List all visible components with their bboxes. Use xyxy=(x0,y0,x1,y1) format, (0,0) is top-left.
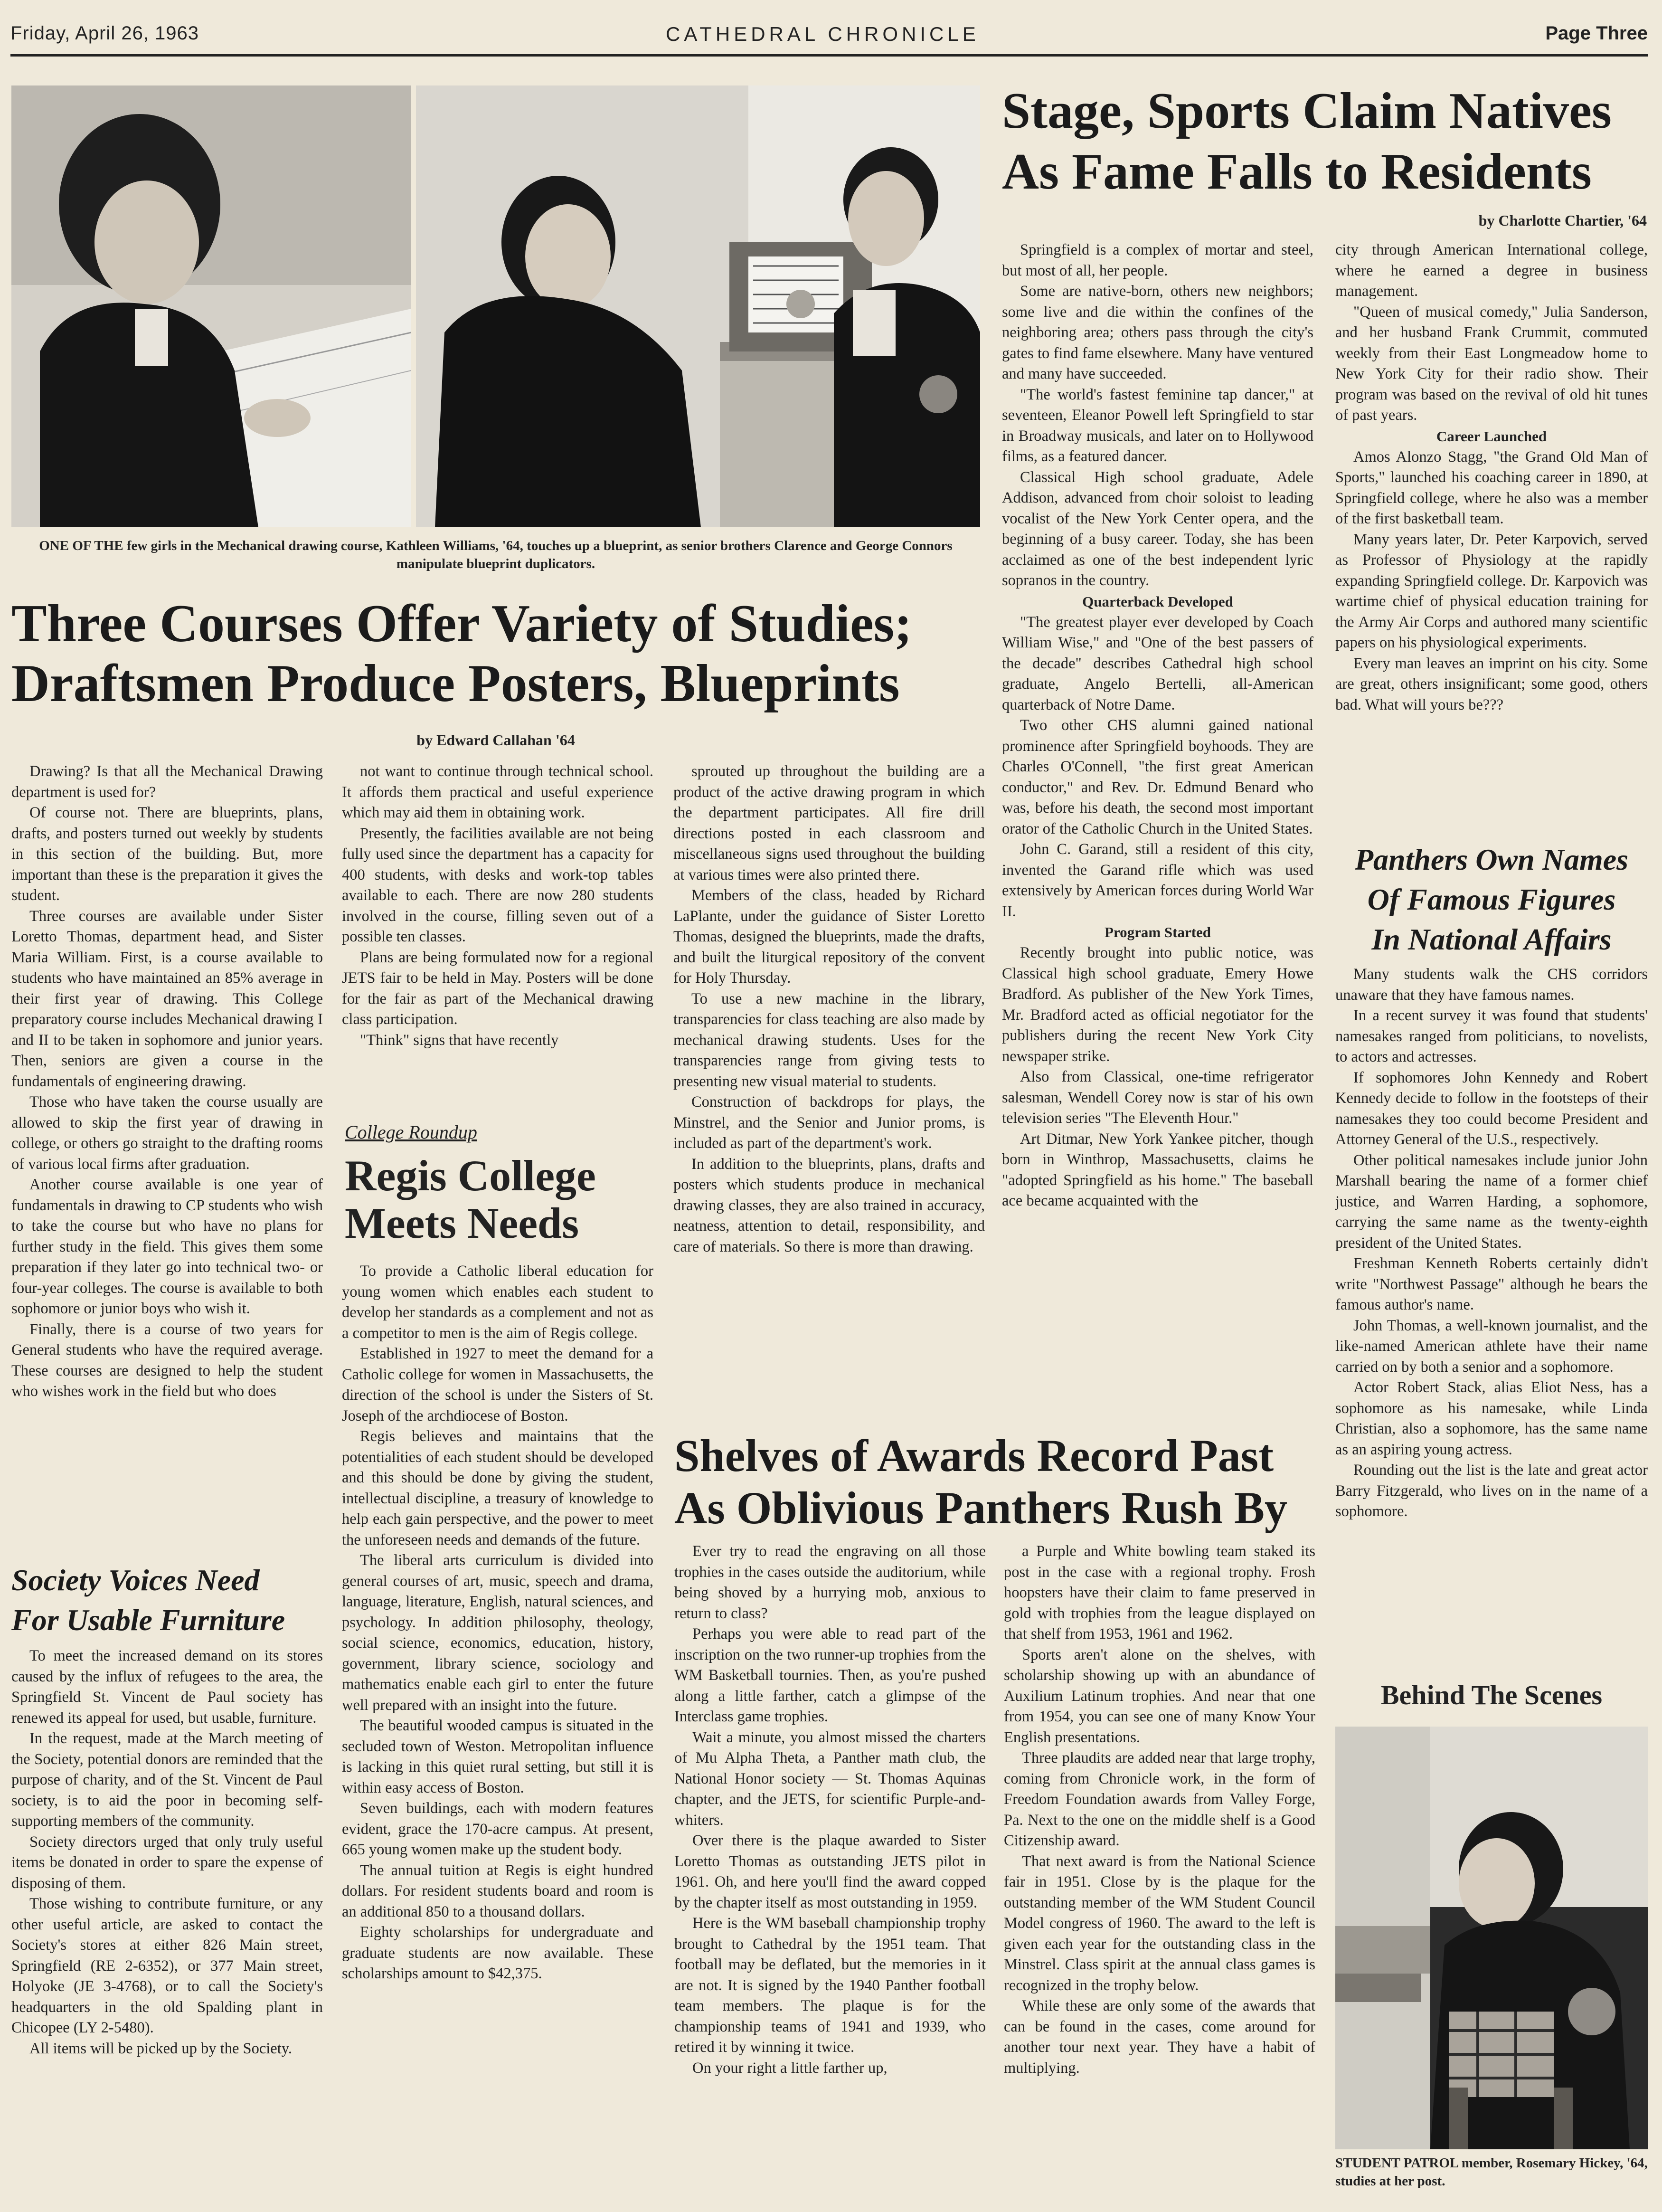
courses-column-3 xyxy=(673,761,985,1257)
paragraph: While these are only some of the awards that can be found in the cases, come around for another tour next year. They have a habit of multiplying. xyxy=(1004,1997,1315,2077)
paragraph: Many students walk the CHS corridors unaware that they have famous names. xyxy=(1335,966,1648,1004)
panthers-names-headline xyxy=(1335,840,1648,959)
paragraph: city through American International college, where he earned a degree in business management. xyxy=(1335,241,1648,300)
paragraph: Three plaudits are added near that large trophy, coming from Chronicle work, in the form of Freedom Foundation awards from Valley Forge, Pa. Next to the one on the middle shelf is a Good Citizenship award. xyxy=(1004,1749,1315,1849)
paragraph: Presently, the facilities available are not being fully used since the department has a capacity for 400 students, with desks and work-top tables available to each. There are now 280 students involved in the course, filling seven out of a possible ten classes. xyxy=(342,825,653,945)
natives-headline-line1: Stage, Sports Claim Natives xyxy=(1002,83,1612,139)
paragraph: Three courses are available under Sister Loretto Thomas, department head, and Sister Maria William. First, is a course available to students who have maintained an 85% average in their first year of drawing. This College preparatory course includes Mechanical drawing I and II to be taken in sophomore and junior years. Then, seniors are given a course in the fundamentals of engineering drawing. xyxy=(11,907,323,1090)
society-headline-line2: For Usable Furniture xyxy=(11,1603,285,1637)
paragraph: Drawing? Is that all the Mechanical Drawing department is used for? xyxy=(11,763,323,801)
newspaper-title: CATHEDRAL CHRONICLE xyxy=(666,23,980,45)
courses-column-2 xyxy=(342,761,653,1051)
paragraph: Amos Alonzo Stagg, "the Grand Old Man of Sports," launched his coaching career in 1890, at Springfield college, where he also was a member of the first basketball team. xyxy=(1335,448,1648,527)
paragraph: Finally, there is a course of two years for General students who have the required average. These courses are designed to help the student who wishes work in the field but who does xyxy=(11,1320,323,1400)
natives-byline: by Charlotte Chartier, '64 xyxy=(1478,212,1647,229)
paragraph: In a recent survey it was found that students' namesakes ranged from politicians, to novelists, to actors and actresses. xyxy=(1335,1007,1648,1065)
paragraph: "Think" signs that have recently xyxy=(360,1031,559,1049)
paragraph: Regis believes and maintains that the potentialities of each student should be developed and this should be done by giving the student, intellectual discipline, a treasury of knowledge to help each gain perspective, and the power to meet the unforeseen needs and demands of the future. xyxy=(342,1428,653,1548)
paragraph: Eighty scholarships for undergraduate and graduate students are now available. These scholarships amount to $42,375. xyxy=(342,1924,653,1982)
regis-headline-line1: Regis College xyxy=(345,1151,596,1200)
regis-body xyxy=(342,1261,653,1984)
paragraph: Those who have taken the course usually are allowed to skip the first year of drawing in college, or others go straight to the drafting rooms of various local firms after graduation. xyxy=(11,1093,323,1173)
natives-headline xyxy=(1002,81,1653,202)
paragraph: Other political namesakes include junior John Marshall bearing the name of a former chief justice, and Warren Harding, a sophomore, carrying the same name as the twenty-eighth president of the United States. xyxy=(1335,1151,1648,1252)
awards-col1-list xyxy=(674,1541,986,2079)
paragraph: To use a new machine in the library, transparencies for class teaching are also made by mechanical drawing students. Uses for the transparencies range from giving tests to presenting new visual material to students. xyxy=(673,990,985,1090)
paragraph: Construction of backdrops for plays, the Minstrel, and the Senior and Junior proms, is included as part of the department's work. xyxy=(673,1093,985,1152)
paragraph: Established in 1927 to meet the demand for a Catholic college for women in Massachusetts, the direction of the school is under the Sisters of St. Joseph of the archdiocese of Boston. xyxy=(342,1345,653,1424)
panthers-names-line3: In National Affairs xyxy=(1371,922,1612,956)
subhead: Program Started xyxy=(1104,924,1211,940)
society-body xyxy=(11,1646,323,2059)
paragraph: Perhaps you were able to read part of the inscription on the two runner-up trophies from the WM Basketball tournies. Then, as you're pushed along a little farther, catch a glimpse of the Interclass game trophies. xyxy=(674,1625,986,1725)
paragraph: Actor Robert Stack, alias Eliot Ness, has a sophomore as his namesake, while Linda Christian, also a sophomore, has the same name as an aspiring young actress. xyxy=(1335,1379,1648,1458)
paragraph: John C. Garand, still a resident of this city, invented the Garand rifle which was used extensively by American forces during World War II. xyxy=(1002,841,1313,920)
panthers-names-line1: Panthers Own Names xyxy=(1354,843,1629,876)
drafting-photo xyxy=(11,85,411,527)
paragraph: The beautiful wooded campus is situated in the secluded town of Weston. Metropolitan influence is lacking in this quiet rural setting, but still it is within easy access of Boston. xyxy=(342,1717,653,1796)
paragraph: "Queen of musical comedy," Julia Sanderson, and her husband Frank Crummit, commuted weekly from their East Longmeadow home to New York City for their radio show. Their program was based on the revival of old hit tunes of past years. xyxy=(1335,303,1648,424)
paragraph: Springfield is a complex of mortar and steel, but most of all, her people. xyxy=(1002,241,1313,279)
regis-list xyxy=(342,1261,653,1984)
paragraph: Those wishing to contribute furniture, or any other useful article, are asked to contact the Society's stores at either 826 Main street, Springfield (RE 2-6352), or 377 Main street, Holyoke (JE 3-4768), or to call the Society's headquarters in the old Spalding plant in Chicopee (LY 2-5480). xyxy=(11,1895,323,2036)
society-list xyxy=(11,1646,323,2059)
awards-headline-line2: As Oblivious Panthers Rush By xyxy=(674,1482,1287,1533)
paragraph: To meet the increased demand on its stores caused by the influx of refugees to the area, the Springfield St. Vincent de Paul society has renewed its appeal for used, but usable, furniture. xyxy=(11,1647,323,1727)
masthead xyxy=(10,18,1648,57)
paragraph: Every man leaves an imprint on his city. Some are great, others insignificant; some good, others bad. What will yours be??? xyxy=(1335,655,1648,713)
paragraph: The annual tuition at Regis is eight hundred dollars. For resident students board and room is an additional 850 to a thousand dollars. xyxy=(342,1861,653,1920)
paragraph: John Thomas, a well-known journalist, and the like-named American athlete have their name carried on by both a senior and a sophomore. xyxy=(1335,1317,1648,1376)
courses-col3-list xyxy=(673,761,985,1257)
awards-col2-list xyxy=(1004,1541,1315,2079)
paragraph: Ever try to read the engraving on all those trophies in the cases outside the auditorium, while being shoved by a hurrying mob, anxious to return to class? xyxy=(674,1543,986,1622)
paragraph: Wait a minute, you almost missed the charters of Mu Alpha Theta, a Panther math club, the National Honor society — St. Thomas Aquinas chapter, and the JETS, for scientific Purple-and-whiters. xyxy=(674,1728,986,1829)
paragraph: Two other CHS alumni gained national prominence after Springfield boyhoods. They are Charles O'Connell, "the first great American conductor," and Rev. Dr. Edmund Benard who was, before his death, the second most important orator of the Catholic Church in the United States. xyxy=(1002,717,1313,837)
student-patrol-caption: STUDENT PATROL member, Rosemary Hickey, '64, studies at her post. xyxy=(1335,2155,1648,2189)
courses-byline: by Edward Callahan '64 xyxy=(416,731,575,749)
panthers-names-list xyxy=(1335,964,1648,1522)
awards-headline-line1: Shelves of Awards Record Past xyxy=(674,1430,1274,1481)
student-patrol-photo xyxy=(1335,1727,1648,2149)
blueprint-duplicator-photo xyxy=(416,85,980,527)
paragraph: Sports aren't alone on the shelves, with scholarship showing up with an abundance of Auxilium Latinum trophies. And near that one from 1954, you can see one of many Know Your English presentations. xyxy=(1004,1646,1315,1746)
regis-header xyxy=(345,1121,653,1247)
regis-headline-line2: Meets Needs xyxy=(345,1199,579,1247)
awards-column-1 xyxy=(674,1541,986,2079)
paragraph: In addition to the blueprints, plans, drafts and posters which students produce in mechanical drawing classes, they are also trained in accuracy, neatness, attention to detail, responsibility, and care of materials. So there is more than drawing. xyxy=(673,1155,985,1255)
paragraph: Members of the class, headed by Richard LaPlante, under the guidance of Sister Loretto Thomas, designed the blueprints, made the drafts, and built the liturgical repository of the convent for Holy Thursday. xyxy=(673,887,985,987)
courses-headline-line1: Three Courses Offer Variety of Studies; xyxy=(11,594,912,653)
awards-column-2 xyxy=(1004,1541,1315,2079)
courses-col1-list xyxy=(11,761,323,1402)
issue-date: Friday, April 26, 1963 xyxy=(10,23,199,44)
panthers-names-body xyxy=(1335,964,1648,1522)
paragraph: "The world's fastest feminine tap dancer," at seventeen, Eleanor Powell left Springfield to star in Broadway musicals, and later on to Hollywood films, as a featured dancer. xyxy=(1002,386,1313,465)
paragraph: Of course not. There are blueprints, plans, drafts, and posters turned out weekly by students in this section of the building. But, more important than these is the preparation it gives the student. xyxy=(11,804,323,904)
paragraph: Rounding out the list is the late and great actor Barry Fitzgerald, who lives on in the name of a sophomore. xyxy=(1335,1462,1648,1520)
paragraph: Society directors urged that only truly useful items be donated in order to spare the expense of disposing of them. xyxy=(11,1833,323,1892)
paragraph: Seven buildings, each with modern features evident, grace the 170-acre campus. At present, 665 young women make up the student body. xyxy=(342,1800,653,1858)
page-number: Page Three xyxy=(1545,23,1648,44)
paragraph: "The greatest player ever developed by Coach William Wise," and "One of the best passers of the decade" describes Cathedral high school graduate, Angelo Bertelli, all-American quarterback of Notre Dame. xyxy=(1002,613,1313,713)
awards-headline xyxy=(674,1430,1330,1534)
society-headline xyxy=(11,1560,323,1640)
natives-column-2 xyxy=(1335,240,1648,715)
paragraph: Many years later, Dr. Peter Karpovich, served as Professor of Physiology at the rapidly expanding Springfield college. Dr. Karpovich was wartime chief of physical education training for the Army Air Corps and authored many scientific papers on his physiological experiments. xyxy=(1335,531,1648,651)
courses-headline xyxy=(11,594,990,713)
paragraph: On your right a little farther up, xyxy=(692,2059,888,2077)
paragraph: The liberal arts curriculum is divided into general courses of art, music, speech and drama, language, literature, English, natural sciences, and psychology. In addition philosophy, theology, social science, economics, education, history, government, library science, sociology and mathematics enable each girl to enter the future well prepared with an insight into the future. xyxy=(342,1552,653,1714)
courses-headline-line2: Draftsmen Produce Posters, Blueprints xyxy=(11,654,900,713)
paragraph: That next award is from the National Science fair in 1951. Close by is the plaque for the outstanding member of the WM Student Council Model congress of 1960. The award to the left is given each year for the outstanding class in the Minstrel. Class spirit at the annual class games is recognized in the trophy below. xyxy=(1004,1852,1315,1994)
paragraph: Freshman Kenneth Roberts certainly didn't write "Northwest Passage" although he bears the famous author's name. xyxy=(1335,1255,1648,1313)
paragraph: sprouted up throughout the building are a product of the active drawing program in which the department participates. All fire drill directions posted in each classroom and miscellaneous signs used throughout the building at various times were also printed there. xyxy=(673,763,985,883)
paragraph: Some are native-born, others new neighbors; some live and die within the confines of the neighboring area; others pass through the city's gates to find fame elsewhere. Many have ventured and many have succeeded. xyxy=(1002,283,1313,382)
natives-headline-line2: As Fame Falls to Residents xyxy=(1002,143,1592,200)
paragraph: Plans are being formulated now for a regional JETS fair to be held in May. Posters will be done for the fair as part of the Mechanical drawing class participation. xyxy=(342,949,653,1028)
subhead: Quarterback Developed xyxy=(1082,593,1233,610)
paragraph: not want to continue through technical school. It affords them practical and useful experience which may aid them in obtaining work. xyxy=(342,763,653,821)
behind-scenes-title: Behind The Scenes xyxy=(1380,1680,1603,1710)
paragraph: Also from Classical, one-time refrigerator salesman, Wendell Corey now is star of his own television series "The Eleventh Hour." xyxy=(1002,1068,1313,1127)
paragraph: a Purple and White bowling team staked its post in the case with a regional trophy. Frosh hoopsters have their claim to fame preserved in gold with trophies from the league displayed on that shelf from 1953, 1961 and 1962. xyxy=(1004,1543,1315,1642)
paragraph: Recently brought into public notice, was Classical high school graduate, Emery Howe Bradford. As publisher of the New York Times, Mr. Bradford acted as official negotiator for the publishers during the recent New York City newspaper strike. xyxy=(1002,944,1313,1065)
paragraph: In the request, made at the March meeting of the Society, potential donors are reminded that the purpose of charity, and of the St. Vincent de Paul society, is to aid the poor in becoming self-supporting members of the community. xyxy=(11,1730,323,1830)
paragraph: If sophomores John Kennedy and Robert Kennedy decide to follow in the footsteps of their namesakes they too could become President and Attorney General of the U.S., respectively. xyxy=(1335,1069,1648,1148)
paragraph: Classical High school graduate, Adele Addison, advanced from choir soloist to leading vocalist of the New York Center opera, and the beginning of a busy career. Today, she has been acclaimed as one of the best independent lyric sopranos in the country. xyxy=(1002,468,1313,589)
courses-column-1 xyxy=(11,761,323,1402)
paragraph: All items will be picked up by the Society. xyxy=(29,2040,293,2057)
subhead: Career Launched xyxy=(1436,427,1547,445)
regis-kicker: College Roundup xyxy=(345,1121,477,1143)
paragraph: Art Ditmar, New York Yankee pitcher, though born in Winthrop, Massachusetts, claims he "adopted Springfield as his home." The baseball ace became acquainted with the xyxy=(1002,1130,1313,1209)
natives-column-1 xyxy=(1002,240,1313,1212)
paragraph: To provide a Catholic liberal education for young women which enables each student to develop her standards as a complement and not as a competitor to men is the aim of Regis college. xyxy=(342,1263,653,1342)
panthers-names-line2: Of Famous Figures xyxy=(1367,883,1616,916)
paragraph: Another course available is one year of fundamentals in drawing to CP students who wish to take the course but who have no plans for further study in the field. This gives them some preparation if they later go into technical two- or four-year colleges. The course is available to both sophomore or junior boys who wish it. xyxy=(11,1176,323,1317)
courses-col2-list xyxy=(342,761,653,1051)
top-photo-caption: ONE OF THE few girls in the Mechanical drawing course, Kathleen Williams, '64, touches up a blueprint, as senior brothers Clarence and George Connors manipulate blueprint duplicators. xyxy=(39,538,953,571)
natives-col2-list xyxy=(1335,240,1648,715)
society-headline-line1: Society Voices Need xyxy=(11,1563,260,1597)
paragraph: Here is the WM baseball championship trophy brought to Cathedral by the 1951 team. That football may be deflated, but the memories in it are not. It is signed by the 1940 Panther football team members. The plaque is for the championship teams of 1941 and 1939, who retired it by winning it twice. xyxy=(674,1915,986,2056)
natives-col1-list xyxy=(1002,240,1313,1212)
paragraph: Over there is the plaque awarded to Sister Loretto Thomas as outstanding JETS pilot in 1961. Oh, and here you'll find the award copped by the chapter itself as most outstanding in 1959. xyxy=(674,1832,986,1911)
